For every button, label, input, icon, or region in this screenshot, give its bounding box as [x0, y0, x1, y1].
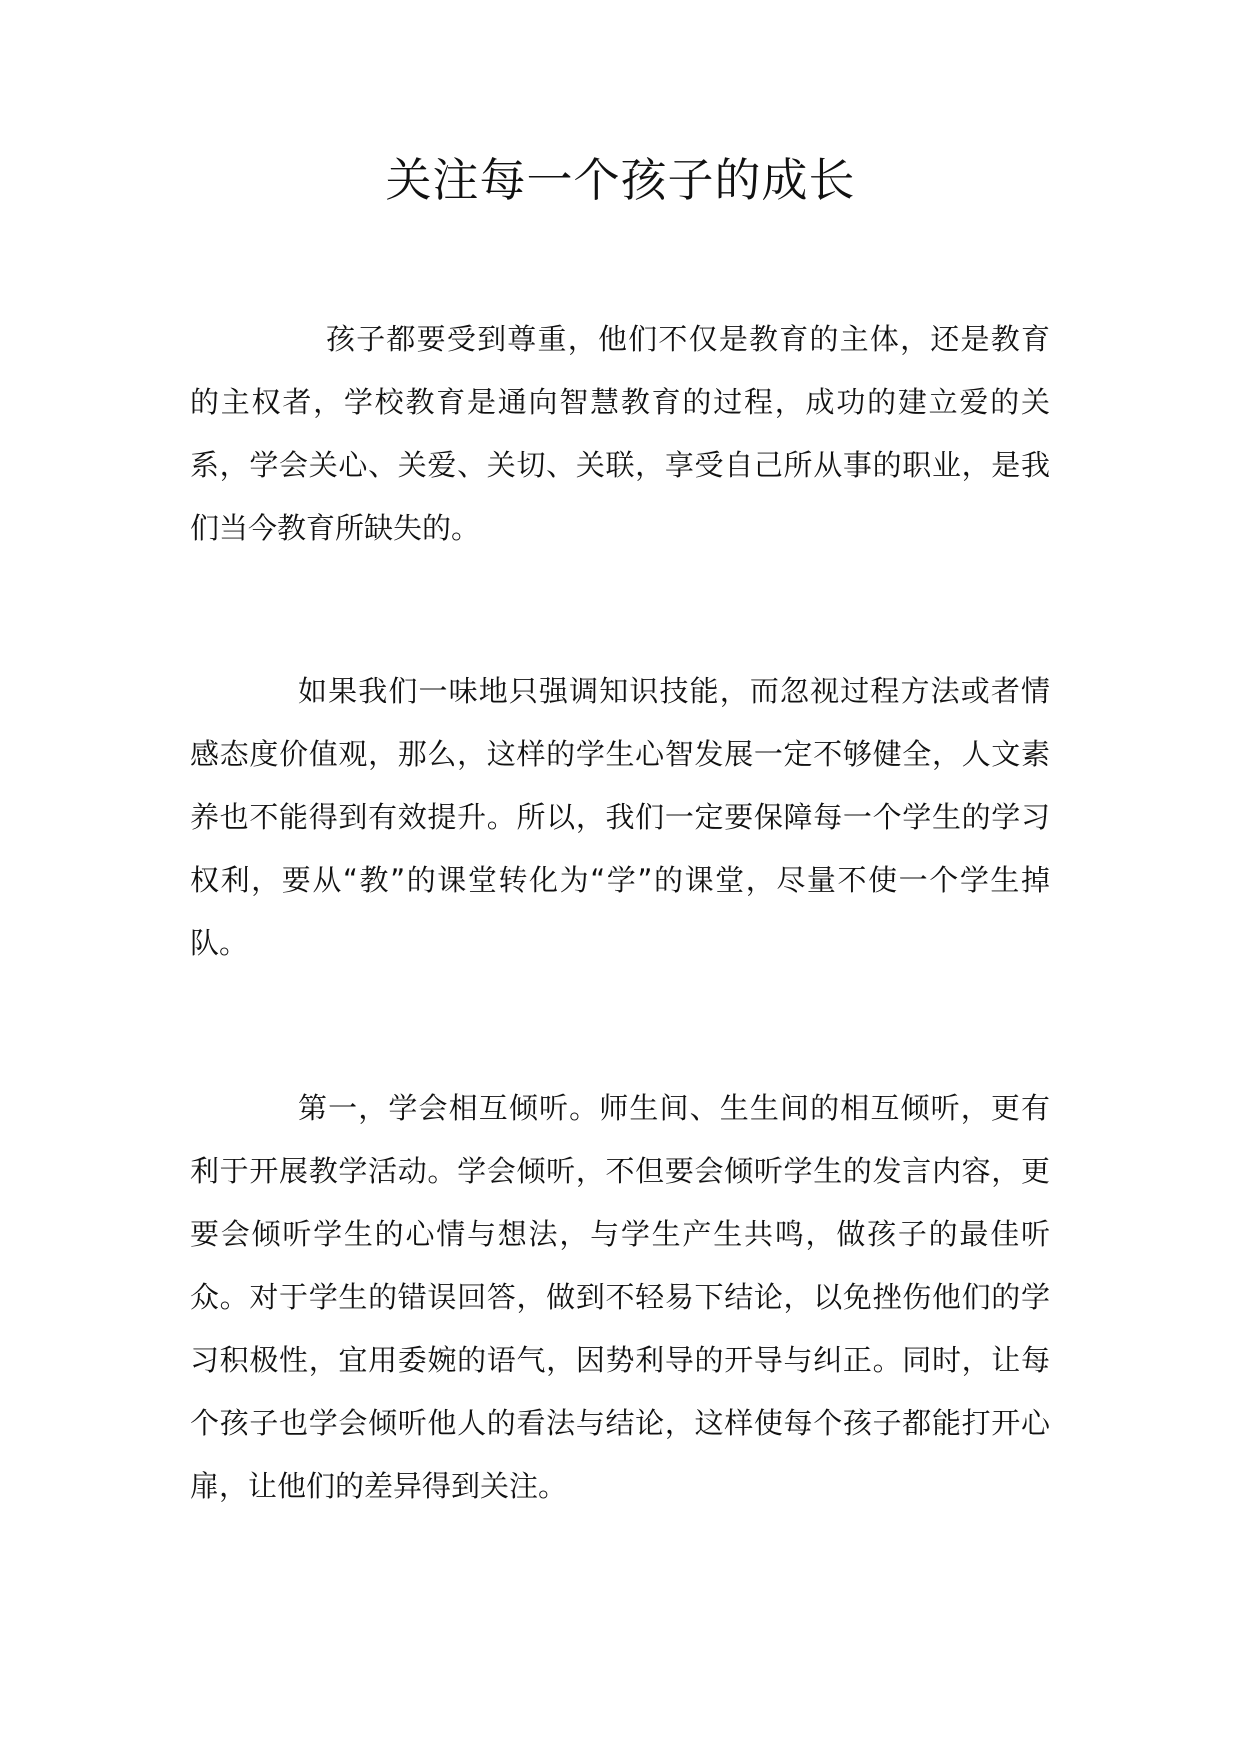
document-title: 关注每一个孩子的成长 — [385, 153, 856, 207]
paragraph-3: 第一，学会相互倾听。师生间、生生间的相互倾听，更有利于开展教学活动。学会倾听，不但要会倾听学生的发言内容，更要会倾听学生的心情与想法，与学生产生共鸣，做孩子的最佳听众。对于学生的错误回答，做到不轻易下结论，以免挫伤他们的学习积极性，宜用委婉的语气，因势利导的开导与纠正。同时，让每个孩子也学会倾听他人的看法与结论，这样使每个孩子都能打开心扉，让他们的差异得到关注。 — [190, 1091, 1050, 1503]
paragraph-2: 如果我们一味地只强调知识技能，而忽视过程方法或者情感态度价值观，那么，这样的学生心智发展一定不够健全，人文素养也不能得到有效提升。所以，我们一定要保障每一个学生的学习权利，要从“教”的课堂转化为“学”的课堂，尽量不使一个学生掉队。 — [190, 674, 1050, 960]
paragraph-1: 孩子都要受到尊重，他们不仅是教育的主体，还是教育的主权者，学校教育是通向智慧教育的过程，成功的建立爱的关系，学会关心、关爱、关切、关联，享受自己所从事的职业，是我们当今教育所缺失的。 — [190, 322, 1050, 545]
